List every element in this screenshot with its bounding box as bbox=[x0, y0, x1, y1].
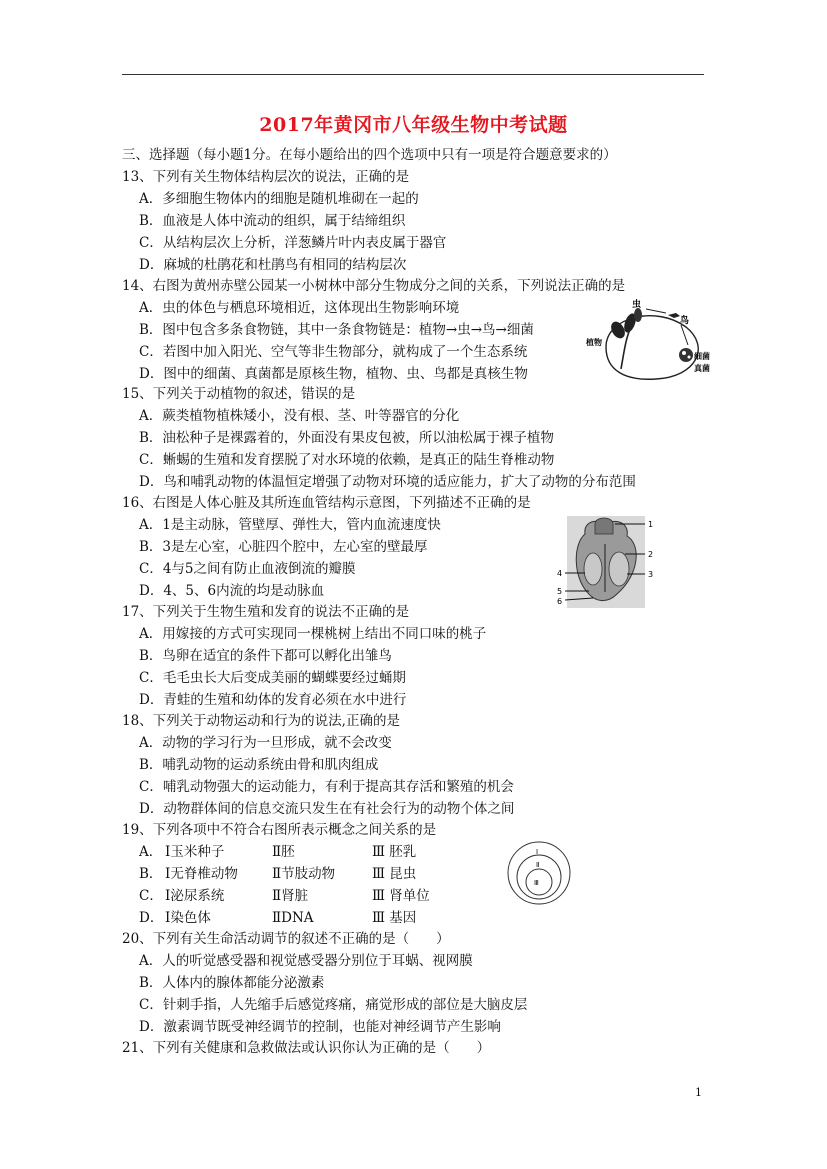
q17-option-b: B．鸟卵在适宜的条件下都可以孵化出雏鸟 bbox=[139, 648, 392, 664]
q13-option-a: A．多细胞生物体内的细胞是随机堆砌在一起的 bbox=[139, 191, 419, 207]
page-number: 1 bbox=[695, 1086, 702, 1099]
page-title: 2017年黄冈市八年级生物中考试题 bbox=[259, 114, 568, 136]
q19-a-iii: Ⅲ 胚乳 bbox=[372, 844, 417, 860]
eco-label-bacteria: 细菌 bbox=[694, 352, 710, 361]
q16-option-c: C．4与5之间有防止血液倒流的瓣膜 bbox=[139, 561, 356, 577]
q19-c-iii: Ⅲ 肾单位 bbox=[372, 888, 430, 904]
question-20-stem: 20、下列有关生命活动调节的叙述不正确的是（ ） bbox=[122, 931, 450, 947]
heart-label-2: 2 bbox=[648, 550, 654, 559]
q20-option-d: D．激素调节既受神经调节的控制，也能对神经调节产生影响 bbox=[139, 1019, 501, 1035]
q18-option-b: B．哺乳动物的运动系统由骨和肌肉组成 bbox=[139, 757, 379, 773]
concept-circles-diagram bbox=[500, 840, 578, 906]
q20-option-a: A．人的听觉感受器和视觉感受器分别位于耳蜗、视网膜 bbox=[139, 953, 473, 969]
q19-d-iii: Ⅲ 基因 bbox=[372, 910, 417, 926]
heart-label-6: 6 bbox=[557, 597, 563, 606]
q19-b-iii: Ⅲ 昆虫 bbox=[372, 866, 417, 882]
heart-label-5: 5 bbox=[557, 587, 563, 596]
q19-option-b bbox=[139, 865, 416, 883]
question-15-stem: 15、下列关于动植物的叙述，错误的是 bbox=[122, 386, 356, 402]
q14-option-b: B．图中包含多条食物链，其中一条食物链是：植物→虫→鸟→细菌 bbox=[139, 322, 534, 338]
q15-option-a: A．蕨类植物植株矮小，没有根、茎、叶等器官的分化 bbox=[139, 408, 460, 424]
heart-label-1: 1 bbox=[648, 520, 654, 529]
q19-option-a bbox=[139, 843, 416, 861]
question-16-stem: 16、右图是人体心脏及其所连血管结构示意图，下列描述不正确的是 bbox=[122, 495, 531, 511]
q13-option-d: D．麻城的杜鹃花和杜鹃鸟有相同的结构层次 bbox=[139, 257, 407, 273]
q19-d-label: D． bbox=[139, 910, 164, 926]
q19-d-ii: ⅡDNA bbox=[272, 910, 314, 926]
q19-b-label: B． bbox=[139, 866, 163, 882]
q17-option-d: D．青蛙的生殖和幼体的发育必须在水中进行 bbox=[139, 692, 407, 708]
question-14-stem: 14、右图为黄州赤壁公园某一小树林中部分生物成分之间的关系，下列说法正确的是 bbox=[122, 278, 626, 294]
q19-a-i: Ⅰ玉米种子 bbox=[165, 844, 225, 860]
q13-option-c: C．从结构层次上分析，洋葱鳞片叶内表皮属于器官 bbox=[139, 235, 447, 251]
q19-c-label: C． bbox=[139, 888, 163, 904]
q19-b-i: Ⅰ无脊椎动物 bbox=[165, 866, 238, 882]
heart-diagram bbox=[555, 514, 660, 610]
q19-a-label: A． bbox=[139, 844, 163, 860]
q19-option-c bbox=[139, 887, 430, 905]
q16-option-d: D．4、5、6内流的均是动脉血 bbox=[139, 583, 325, 599]
section-heading: 三、选择题（每小题1分。在每小题给出的四个选项中只有一项是符合题意要求的） bbox=[122, 147, 617, 163]
q13-option-b: B．血液是人体中流动的组织，属于结缔组织 bbox=[139, 213, 406, 229]
q19-c-i: Ⅰ泌尿系统 bbox=[165, 888, 225, 904]
q14-option-a: A．虫的体色与栖息环境相近，这体现出生物影响环境 bbox=[139, 300, 460, 316]
q20-option-b: B．人体内的腺体都能分泌激素 bbox=[139, 975, 325, 991]
q18-option-d: D．动物群体间的信息交流只发生在有社会行为的动物个体之间 bbox=[139, 801, 515, 817]
q16-option-b: B．3是左心室，心脏四个腔中，左心室的壁最厚 bbox=[139, 539, 428, 555]
circle-label-2: Ⅱ bbox=[536, 861, 540, 869]
q18-option-a: A．动物的学习行为一旦形成，就不会改变 bbox=[139, 735, 392, 751]
q16-option-a: A．1是主动脉，管壁厚、弹性大，管内血流速度快 bbox=[139, 517, 441, 533]
circle-label-1: Ⅰ bbox=[536, 848, 539, 856]
question-13-stem: 13、下列有关生物体结构层次的说法，正确的是 bbox=[122, 169, 410, 185]
q19-b-ii: Ⅱ节肢动物 bbox=[272, 866, 336, 882]
header-rule bbox=[122, 74, 704, 75]
q15-option-c: C．蜥蜴的生殖和发育摆脱了对水环境的依赖，是真正的陆生脊椎动物 bbox=[139, 452, 555, 468]
ecosystem-diagram bbox=[586, 297, 714, 383]
q19-d-i: Ⅰ染色体 bbox=[165, 910, 211, 926]
q17-option-c: C．毛毛虫长大后变成美丽的蝴蝶要经过蛹期 bbox=[139, 670, 406, 686]
q17-option-a: A．用嫁接的方式可实现同一棵桃树上结出不同口味的桃子 bbox=[139, 626, 487, 642]
q14-option-d: D．图中的细菌、真菌都是原核生物，植物、虫、鸟都是真核生物 bbox=[139, 366, 528, 382]
q19-option-d bbox=[139, 909, 416, 927]
eco-label-plant: 植物 bbox=[586, 338, 602, 347]
question-18-stem: 18、下列关于动物运动和行为的说法,正确的是 bbox=[122, 713, 400, 729]
question-19-stem: 19、下列各项中不符合右图所表示概念之间关系的是 bbox=[122, 822, 437, 838]
q14-option-c: C．若图中加入阳光、空气等非生物部分，就构成了一个生态系统 bbox=[139, 344, 528, 360]
q15-option-d: D．鸟和哺乳动物的体温恒定增强了动物对环境的适应能力，扩大了动物的分布范围 bbox=[139, 474, 636, 490]
eco-label-fungi: 真菌 bbox=[694, 364, 710, 373]
heart-label-3: 3 bbox=[648, 570, 654, 579]
q20-option-c: C．针刺手指，人先缩手后感觉疼痛，痛觉形成的部位是大脑皮层 bbox=[139, 997, 528, 1013]
question-17-stem: 17、下列关于生物生殖和发育的说法不正确的是 bbox=[122, 604, 410, 620]
q15-option-b: B．油松种子是裸露着的，外面没有果皮包被，所以油松属于裸子植物 bbox=[139, 430, 554, 446]
circle-label-3: Ⅲ bbox=[534, 879, 539, 887]
eco-label-bird: 鸟 bbox=[680, 316, 690, 326]
q18-option-c: C．哺乳动物强大的运动能力，有利于提高其存活和繁殖的机会 bbox=[139, 779, 514, 795]
question-21-stem: 21、下列有关健康和急救做法或认识你认为正确的是（ ） bbox=[122, 1040, 491, 1056]
q19-a-ii: Ⅱ胚 bbox=[272, 844, 295, 860]
q19-c-ii: Ⅱ肾脏 bbox=[272, 888, 309, 904]
heart-label-4: 4 bbox=[557, 569, 563, 578]
eco-label-insect: 虫 bbox=[632, 300, 642, 310]
